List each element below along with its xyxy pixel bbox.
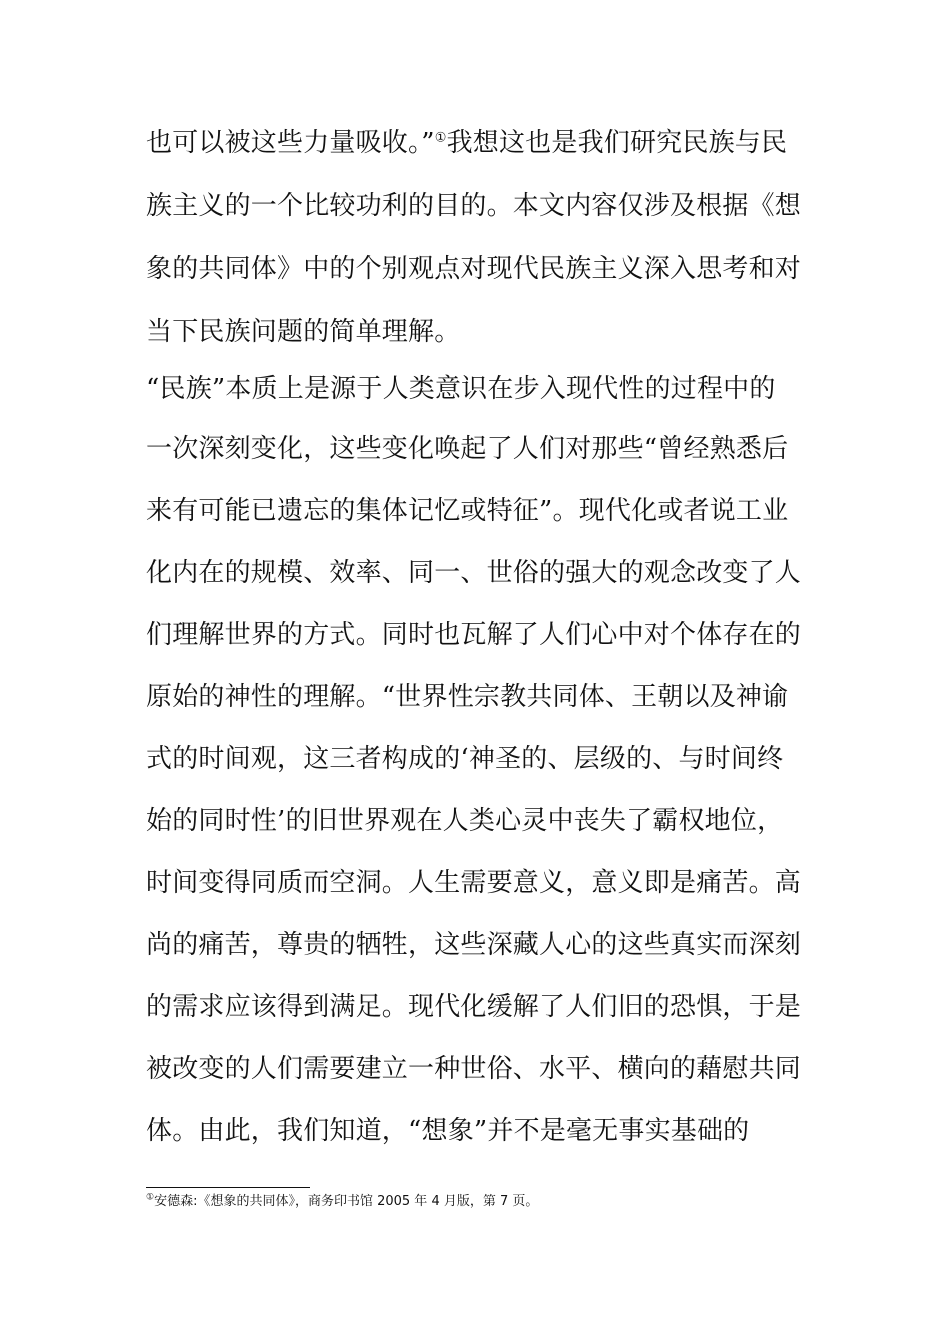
body-line-3: 象的共同体》中的个别观点对现代民族主义深入思考和对 xyxy=(146,254,802,284)
body-line-16: 被改变的人们需要建立一种世俗、水平、横向的藉慰共同 xyxy=(146,1054,802,1084)
footnote xyxy=(146,1193,538,1211)
body-line-5: “民族”本质上是源于人类意识在步入现代性的过程中的 xyxy=(146,374,776,404)
body-line-12: 始的同时性’的旧世界观在人类心灵中丧失了霸权地位， xyxy=(146,806,784,836)
body-line-1-text-b: 我想这也是我们研究民族与民 xyxy=(446,128,788,158)
body-line-4: 当下民族问题的简单理解。 xyxy=(146,317,461,347)
body-line-7: 来有可能已遗忘的集体记忆或特征”。现代化或者说工业 xyxy=(146,496,789,526)
body-line-14: 尚的痛苦，尊贵的牺牲，这些深藏人心的这些真实而深刻 xyxy=(146,930,802,960)
footnote-text: 安德森:《想象的共同体》，商务印书馆 2005 年 4 月版，第 7 页。 xyxy=(154,1194,539,1209)
body-line-8: 化内在的规模、效率、同一、世俗的强大的观念改变了人 xyxy=(146,558,802,588)
body-line-6: 一次深刻变化，这些变化唤起了人们对那些“曾经熟悉后 xyxy=(146,434,789,464)
body-line-2: 族主义的一个比较功利的目的。本文内容仅涉及根据《想 xyxy=(146,191,802,221)
footnote-mark: ① xyxy=(146,1192,155,1203)
footnote-reference-mark: ① xyxy=(434,130,447,146)
body-line-13: 时间变得同质而空洞。人生需要意义，意义即是痛苦。高 xyxy=(146,868,802,898)
body-line-15: 的需求应该得到满足。现代化缓解了人们旧的恐惧，于是 xyxy=(146,992,802,1022)
body-line-17: 体。由此，我们知道，“想象”并不是毫无事实基础的 xyxy=(146,1116,750,1146)
body-line-1 xyxy=(146,126,787,160)
footnote-separator xyxy=(146,1187,310,1188)
body-line-10: 原始的神性的理解。“世界性宗教共同体、王朝以及神谕 xyxy=(146,682,789,712)
body-line-11: 式的时间观，这三者构成的‘神圣的、层级的、与时间终 xyxy=(146,744,784,774)
body-line-9: 们理解世界的方式。同时也瓦解了人们心中对个体存在的 xyxy=(146,620,802,650)
body-line-1-text-a: 也可以被这些力量吸收。” xyxy=(146,128,435,158)
